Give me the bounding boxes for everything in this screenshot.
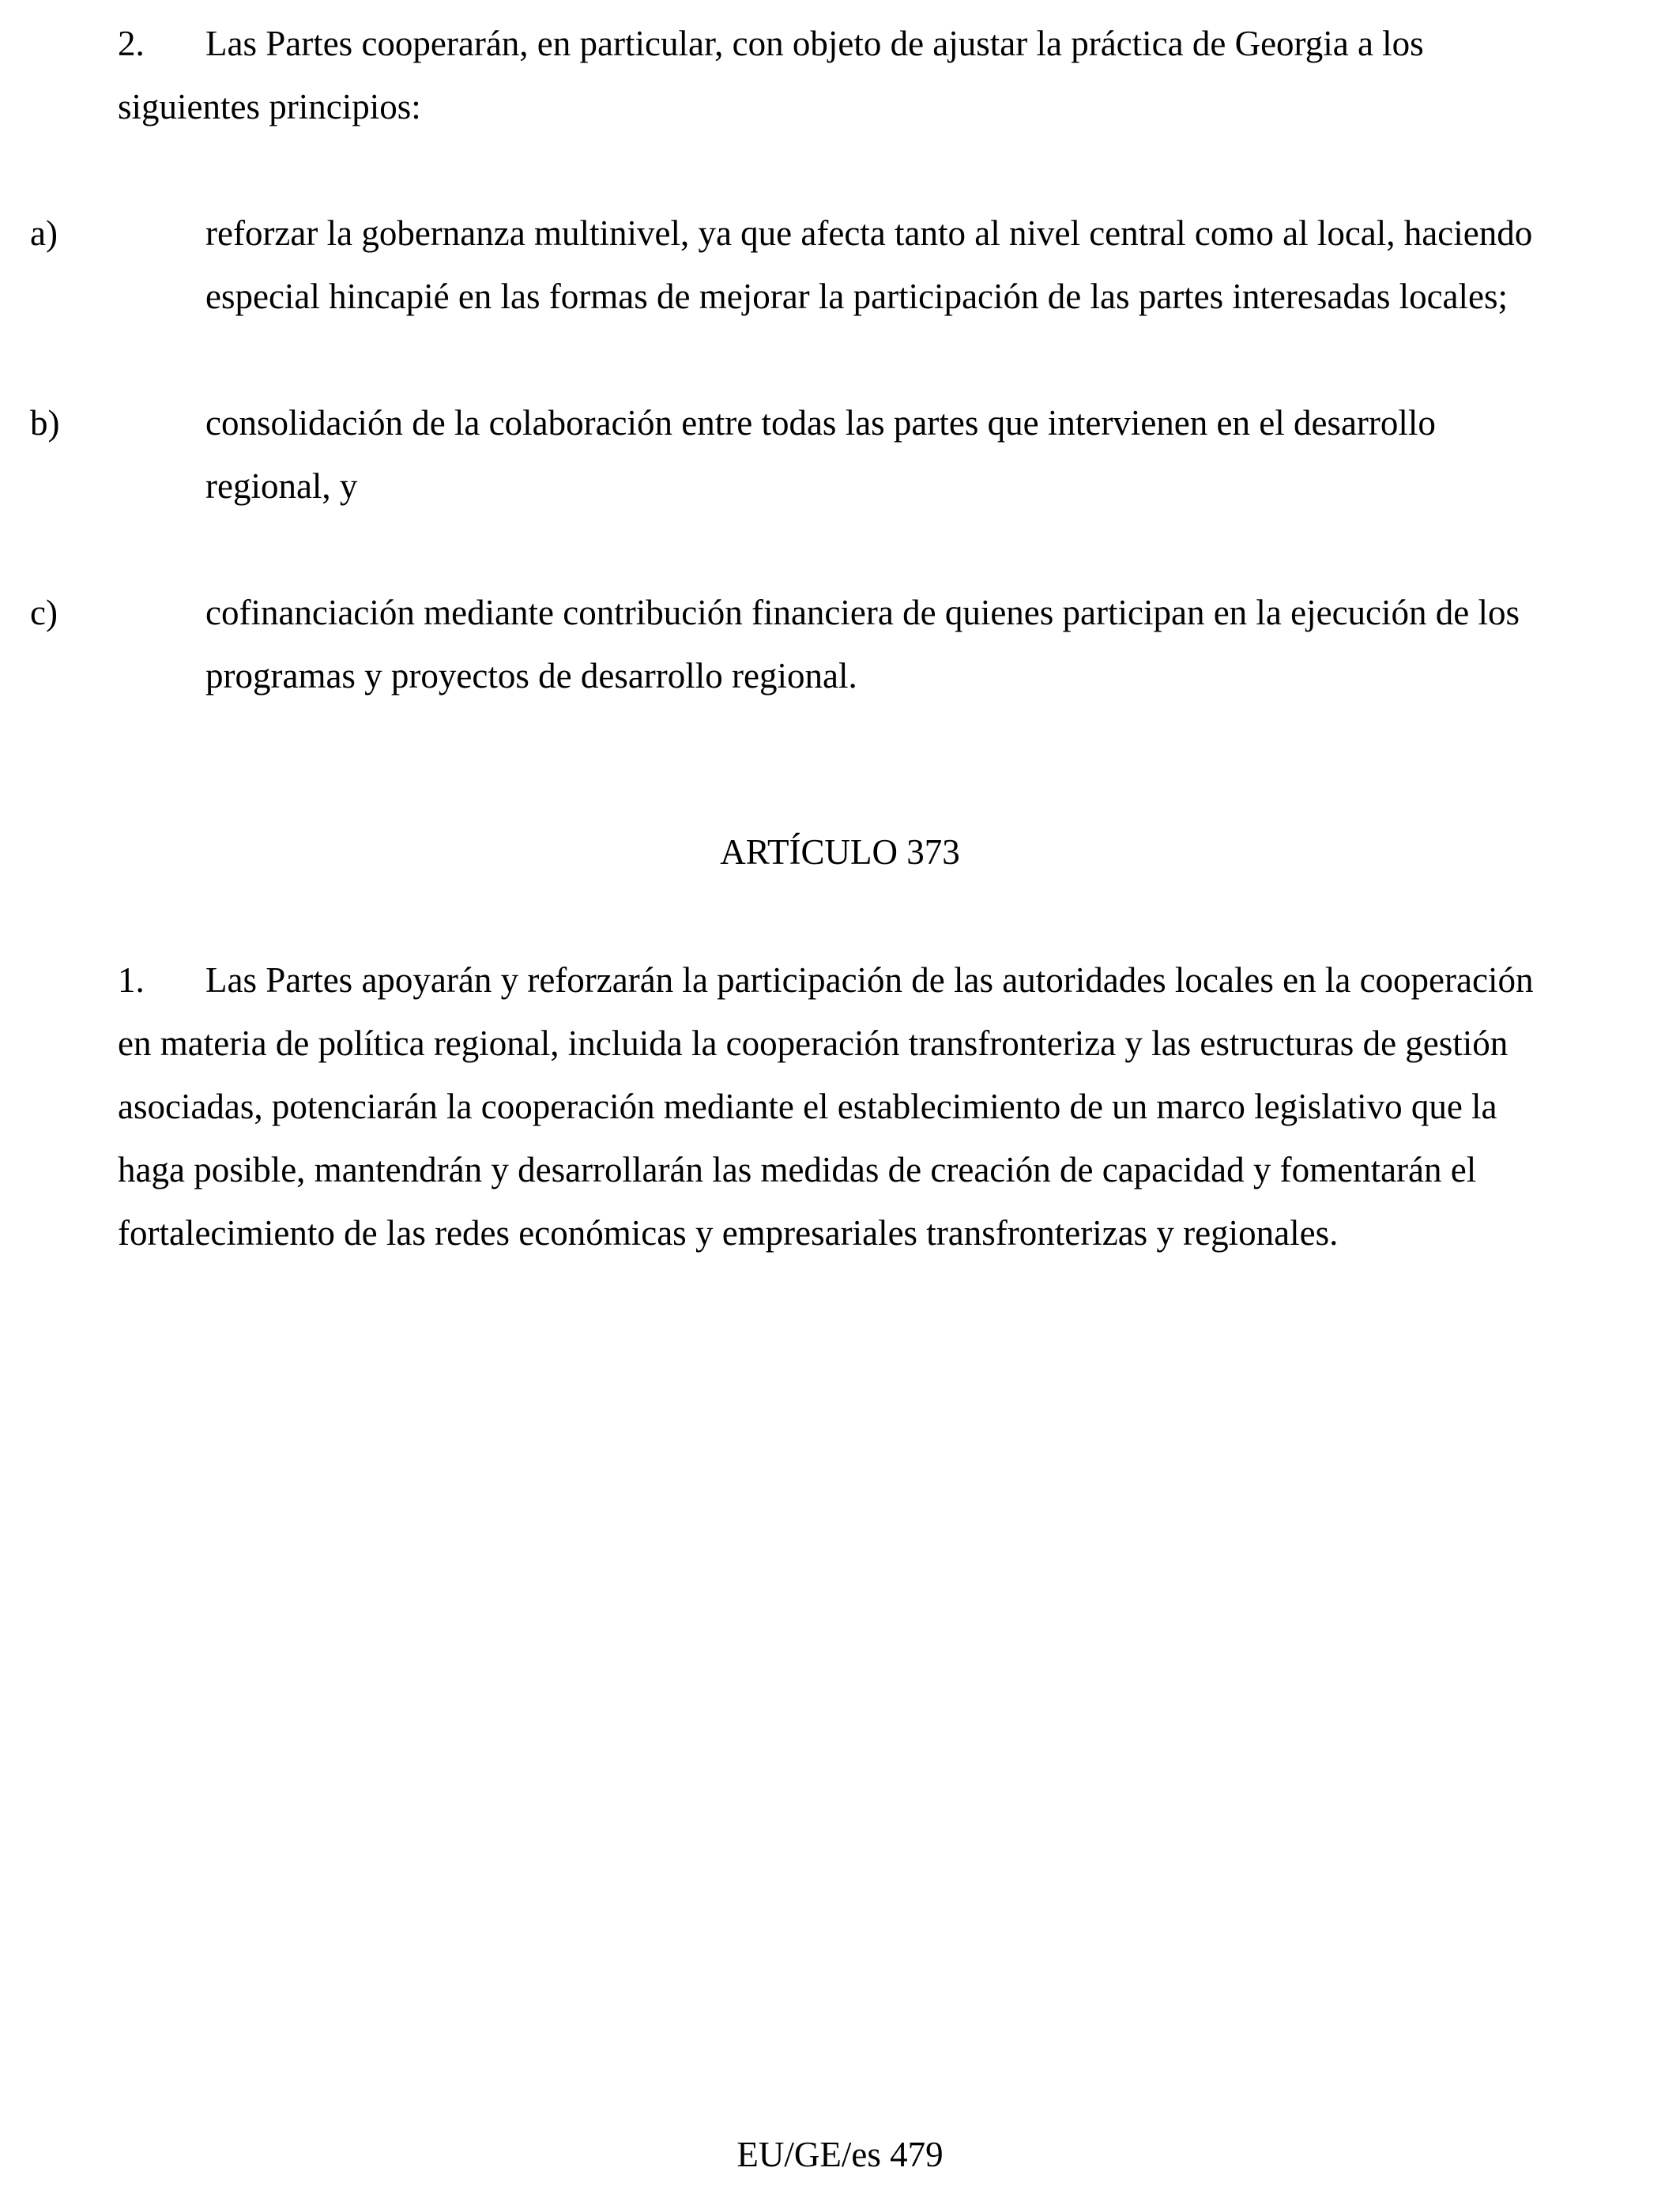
list-marker: b) [30, 403, 60, 443]
list-item-text: consolidación de la colaboración entre todas las partes que intervienen en el desarrollo regional, y [205, 403, 1436, 506]
paragraph-1 [118, 948, 1562, 1265]
document-body [30, 0, 1562, 1265]
paragraph-number: 2. [118, 24, 145, 63]
paragraph-text: Las Partes cooperarán, en particular, con objeto de ajustar la práctica de Georgia a los siguientes principios: [118, 24, 1424, 126]
paragraph-2 [118, 12, 1562, 138]
footer-page-code: EU/GE/es 479 [736, 2135, 944, 2174]
list-item-b [30, 391, 1562, 518]
list-item-a [30, 202, 1562, 328]
list-item-text: reforzar la gobernanza multinivel, ya que afecta tanto al nivel central como al local, haciendo especial hincapié en las formas de mejorar la participación de las partes interesadas locales; [205, 213, 1533, 316]
paragraph-number: 1. [118, 960, 145, 1000]
paragraph-text: Las Partes apoyarán y reforzarán la participación de las autoridades locales en la cooperación en materia de política regional, incluida la cooperación transfronteriza y las estructuras de gestión asociadas, potenciarán la cooperación mediante el establecimiento de un marco legislativo que la haga posible, mantendrán y desarrollarán las medidas de creación de capacidad y fomentarán el fortalecimiento de las redes económicas y empresariales transfronterizas y regionales. [118, 960, 1534, 1253]
list-marker: a) [30, 213, 58, 253]
article-heading: ARTÍCULO 373 [720, 832, 960, 872]
list-item-c [30, 581, 1562, 707]
list-marker: c) [30, 593, 58, 632]
list-item-text: cofinanciación mediante contribución financiera de quienes participan en la ejecución de los programas y proyectos de desarrollo regional. [205, 593, 1520, 696]
